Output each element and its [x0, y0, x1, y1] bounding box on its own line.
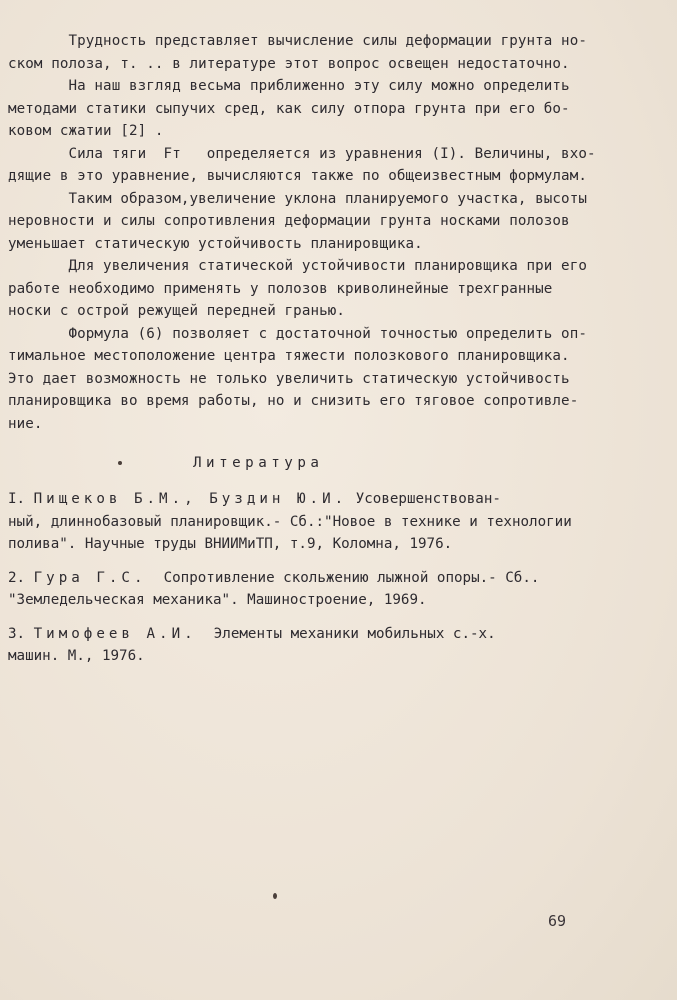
ink-spot [118, 461, 122, 465]
body-line: Таким образом,увеличение уклона планируемого участка, высоты [8, 190, 587, 207]
body-line: Сила тяги Fт определяется из уравнения (I). Величины, вхо- [8, 145, 596, 162]
body-line: дящие в это уравнение, вычисляются также по общеизвестным формулам. [8, 168, 587, 184]
body-line: неровности и силы сопротивления деформации грунта носками полозов [8, 213, 570, 229]
body-line: ском полоза, т. .. в литературе этот вопрос освещен недостаточно. [8, 55, 570, 72]
reference-item [8, 567, 648, 612]
body-line: работе необходимо применять у полозов криволинейные трехгранные [8, 280, 553, 297]
body-line: Формула (6) позволяет с достаточной точностью определить оп- [8, 325, 587, 342]
reference-text: машин. М., 1976. [8, 648, 145, 664]
reference-item [8, 488, 648, 556]
reference-text: ный, длиннобазовый планировщик.- Сб.:"Новое в технике и технологии [8, 513, 572, 530]
ink-spot [273, 893, 277, 899]
reference-authors: Тимофеев А.И. [33, 625, 197, 642]
reference-number: I. [8, 491, 34, 507]
body-line: ние. [8, 415, 43, 432]
references-heading: Литература [193, 455, 324, 471]
reference-authors: Пищеков Б.М., Буздин Ю.И. [33, 491, 348, 507]
reference-text: полива". Научные труды ВНИИМиТП, т.9, Коломна, 1976. [8, 536, 453, 552]
body-line: Трудность представляет вычисление силы деформации грунта но- [8, 33, 587, 49]
reference-text: "Земледельческая механика". Машиностроение, 1969. [8, 592, 427, 608]
body-line: ковом сжатии [2] . [8, 123, 164, 139]
body-line: тимальное местоположение центра тяжести полозкового планировщика. [8, 348, 570, 364]
page-number: 69 [548, 912, 567, 930]
reference-authors: Гура Г.С. [33, 569, 147, 586]
reference-text: Усовершенствован- [347, 491, 501, 507]
reference-text: Элементы механики мобильных с.-х. [196, 625, 496, 642]
reference-number: 2. [8, 569, 34, 586]
body-text [8, 30, 648, 435]
body-line: Для увеличения статической устойчивости планировщика при его [8, 258, 587, 274]
body-line: уменьшает статическую устойчивость планировщика. [8, 235, 423, 252]
reference-item [8, 623, 648, 668]
reference-list [8, 488, 648, 679]
body-line: На наш взгляд весьма приближенно эту силу можно определить [8, 78, 570, 94]
body-line: планировщика во время работы, но и снизить его тяговое сопротивле- [8, 393, 579, 409]
reference-number: 3. [8, 625, 34, 642]
body-line: Это дает возможность не только увеличить статическую устойчивость [8, 370, 570, 387]
reference-text: Сопротивление скольжению лыжной опоры.- Сб.. [146, 569, 540, 586]
body-line: носки с острой режущей передней гранью. [8, 303, 346, 319]
body-line: методами статики сыпучих сред, как силу отпора грунта при его бо- [8, 100, 570, 117]
